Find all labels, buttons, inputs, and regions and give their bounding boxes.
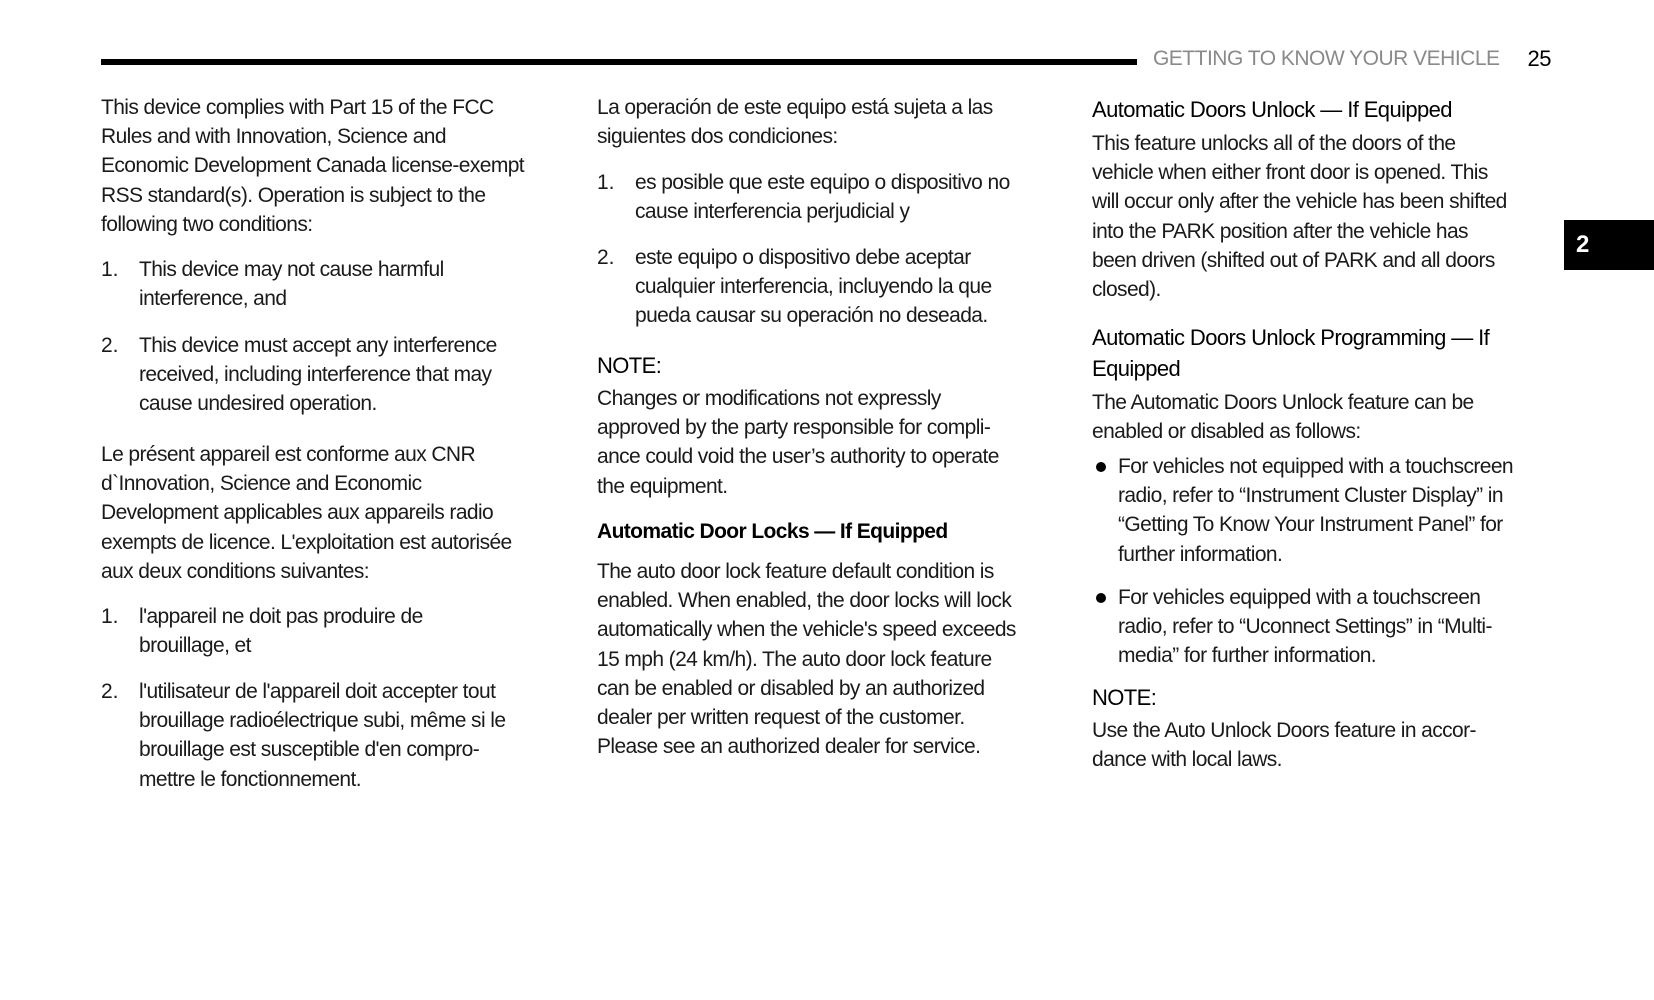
- list-text: l'appareil ne doit pas produire de brouillage, et: [139, 605, 423, 658]
- list-number: 2.: [101, 334, 119, 357]
- programming-paragraph: The Automatic Doors Unlock feature can be enabled or disabled as follows:: [1092, 391, 1474, 444]
- list-number: 1.: [101, 605, 119, 628]
- section-heading: Automatic Doors Unlock Programming — If Equipped: [1092, 325, 1490, 381]
- doors-unlock-paragraph: This feature unlocks all of the doors of the vehicle when either front door is opened. This will occur only after the vehicle has been shifted into the PARK position after the vehicle has been driven (shifted out of PARK and all doors closed).: [1092, 132, 1507, 302]
- bullet-icon: [1096, 462, 1106, 472]
- list-text: este equipo o dispositivo debe aceptar cualquier interferencia, incluyendo la que pueda causar su operación no deseada.: [635, 246, 992, 328]
- list-text: This device may not cause harmful interference, and: [139, 258, 444, 311]
- list-number: 1.: [597, 171, 615, 194]
- header-rule: [101, 59, 1137, 65]
- list-number: 2.: [597, 246, 615, 269]
- door-locks-paragraph: The auto door lock feature default condition is enabled. When enabled, the door locks will lock automatically when the vehicle's speed exceeds 15 mph (24 km/h). The auto door lock feature can be enabled or disabled by an authorized dealer per written request of the customer. Please see an authorized dealer for service.: [597, 560, 1016, 759]
- note-text: Changes or modifications not expressly approved by the party responsible for compli- ance could void the user’s authority to operate the equipment.: [597, 387, 999, 498]
- list-number: 1.: [101, 258, 119, 281]
- list-text: This device must accept any interference received, including interference that may cause undesired operation.: [139, 334, 497, 416]
- bullet-text: For vehicles not equipped with a touchscreen radio, refer to “Instrument Cluster Display” in “Getting To Know Your Instrument Panel” for further information.: [1118, 455, 1514, 566]
- section-heading: Automatic Doors Unlock — If Equipped: [1092, 97, 1452, 122]
- list-text: es posible que este equipo o dispositivo no cause interferencia perjudicial y: [635, 171, 1010, 224]
- section-title: GETTING TO KNOW YOUR VEHICLE: [1152, 47, 1500, 70]
- bullet-icon: [1096, 593, 1106, 603]
- list-text: l'utilisateur de l'appareil doit accepter tout brouillage radioélectrique subi, même si le brouillage est susceptible d'en compro- mettre le fonctionnement.: [139, 680, 506, 791]
- note-label: NOTE:: [597, 353, 662, 378]
- fcc-paragraph: This device complies with Part 15 of the FCC Rules and with Innovation, Science and Economic Development Canada license-exempt RSS standard(s). Operation is subject to the following two conditions:: [101, 96, 525, 236]
- list-number: 2.: [101, 680, 119, 703]
- spanish-paragraph: La operación de este equipo está sujeta a las siguientes dos condiciones:: [597, 96, 993, 149]
- bullet-text: For vehicles equipped with a touchscreen radio, refer to “Uconnect Settings” in “Multi- media” for further information.: [1118, 586, 1492, 668]
- page-header: [101, 44, 1551, 74]
- french-paragraph: Le présent appareil est conforme aux CNR d`Innovation, Science and Economic Development applicables aux appareils radio exempts de licence. L'exploitation est autorisée aux deux conditions suivantes:: [101, 443, 512, 583]
- note-label: NOTE:: [1092, 685, 1157, 710]
- note-text: Use the Auto Unlock Doors feature in accor- dance with local laws.: [1092, 719, 1476, 772]
- section-heading: Automatic Door Locks — If Equipped: [597, 520, 948, 543]
- chapter-tab: 2: [1564, 220, 1654, 270]
- page-number: 25: [1527, 46, 1551, 71]
